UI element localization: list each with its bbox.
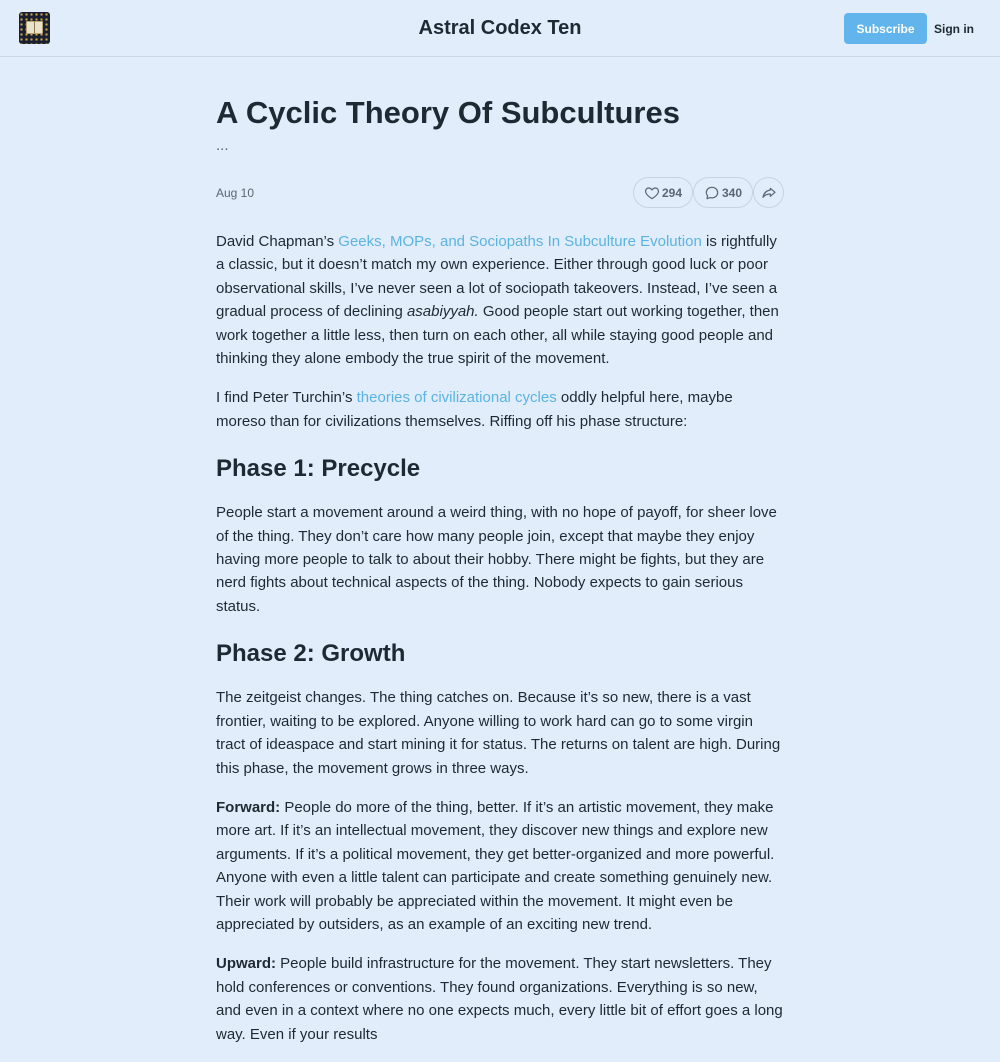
- text-run: People do more of the thing, better. If it’s an artistic movement, they make more art. If it’s an intellectual movement, they discover new things and explore new arguments. If it’s a political movement, they get better-organized and more powerful. Anyone with even a little talent can participate and create something genuinely new. Their work will probably be appreciated within the movement. It might even be appreciated by outsiders, as an example of an exciting new trend.: [216, 798, 775, 933]
- post-title: A Cyclic Theory Of Subcultures: [216, 95, 680, 130]
- text-run: I find Peter Turchin’s: [216, 389, 357, 407]
- geeks-mops-sociopaths-link[interactable]: Geeks, MOPs, and Sociopaths In Subculture Evolution: [338, 233, 702, 250]
- site-title[interactable]: Astral Codex Ten: [418, 17, 582, 39]
- post-date: Aug 10: [216, 186, 255, 200]
- like-count: 294: [661, 185, 683, 200]
- comment-bubble-icon: [704, 185, 720, 201]
- paragraph: People start a movement around a weird thing, with no hope of payoff, for sheer love of the thing. They don’t care how many people join, except that maybe they enjoy having more people to talk to about their hobby. There might be fights, but they are nerd fights about technical aspects of the thing. Nobody expects to gain serious status.: [216, 504, 777, 615]
- share-button[interactable]: [753, 177, 784, 208]
- comments-button[interactable]: [693, 177, 753, 208]
- article: [216, 93, 786, 1062]
- like-button[interactable]: [633, 177, 693, 208]
- subscribe-button[interactable]: Subscribe: [844, 13, 927, 44]
- bold-lead-forward: Forward:: [216, 798, 281, 816]
- paragraph: [216, 230, 786, 370]
- post-body: [216, 230, 786, 1046]
- post-meta-row: [216, 177, 786, 209]
- paragraph: [216, 952, 786, 1046]
- text-run: People build infrastructure for the movement. They start newsletters. They hold conferences or conventions. They found organizations. Everything is so new, and even in a context where no one expects much, every little bit of effort goes a long way. Even if your results: [216, 955, 783, 1043]
- section-heading-phase-1: Phase 1: Precycle: [216, 455, 421, 483]
- paragraph: [216, 796, 786, 936]
- section-heading-phase-2: Phase 2: Growth: [216, 640, 406, 668]
- bold-lead-upward: Upward:: [216, 955, 276, 973]
- top-navigation-bar: [0, 0, 1000, 57]
- paragraph: The zeitgeist changes. The thing catches on. Because it’s so new, there is a vast frontier, waiting to be explored. Anyone willing to work hard can go to some virgin tract of ideaspace and start mining it for status. The returns on talent are high. During this phase, the movement grows in three ways.: [216, 689, 781, 777]
- text-run: oddly helpful here, maybe moreso than for civilizations themselves. Riffing off his phase structure:: [216, 389, 733, 430]
- text-run: David Chapman’s: [216, 233, 339, 250]
- share-arrow-icon: [761, 185, 777, 201]
- sign-in-button[interactable]: Sign in: [932, 13, 976, 44]
- paragraph: [216, 386, 786, 433]
- emphasis-asabiyyah: asabiyyah.: [406, 303, 479, 321]
- comment-count: 340: [721, 185, 743, 200]
- text-run: is rightfully a classic, but it doesn’t match my own experience. Either through good luck or poor observational skills, I’ve never seen a lot of sociopath takeovers. Instead, I’ve seen a gradual process of declining: [216, 233, 778, 321]
- post-subtitle: ...: [216, 137, 229, 154]
- heart-icon: [644, 185, 660, 201]
- text-run: Good people start out working together, then work together a little less, then turn on each other, all while staying good people and thinking they alone embody the true spirit of the movement.: [216, 303, 779, 368]
- civilizational-cycles-link[interactable]: theories of civilizational cycles: [356, 389, 557, 407]
